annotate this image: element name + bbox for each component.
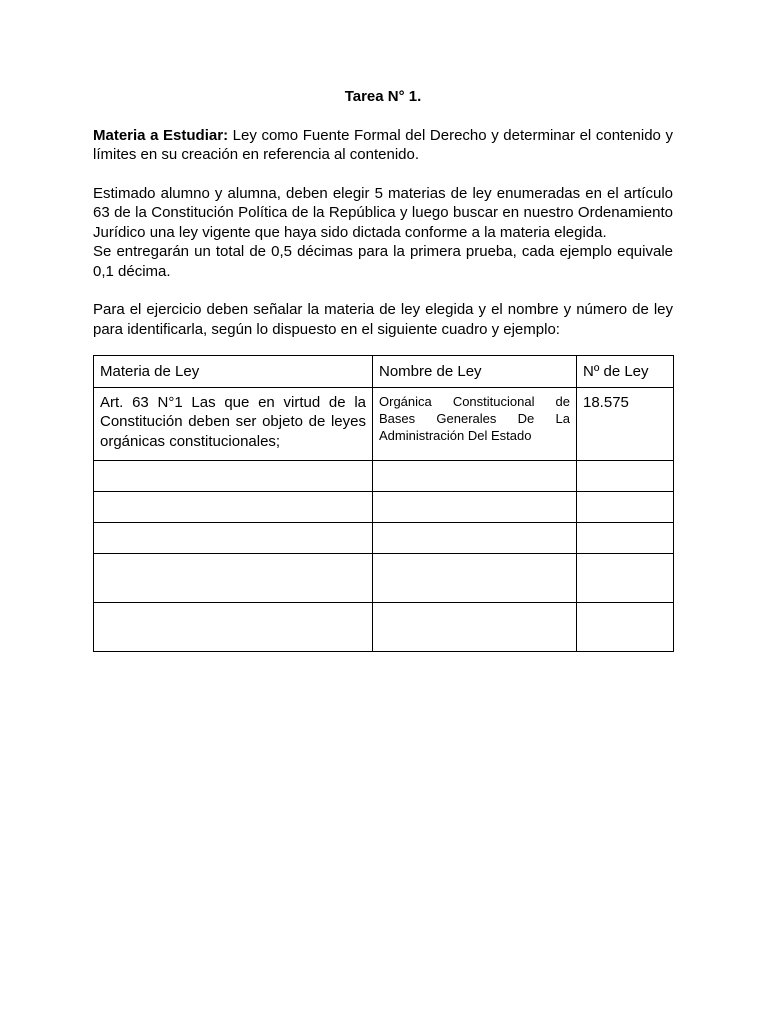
empty-cell-materia[interactable] <box>94 522 373 553</box>
empty-cell-numero[interactable] <box>577 491 674 522</box>
table-row <box>94 553 674 602</box>
instructions-paragraph-1: Estimado alumno y alumna, deben elegir 5 materias de ley enumeradas en el artículo 63 de la Constitución Política de la República y luego buscar en nuestro Ordenamiento Jurídico una ley vigente que haya sido dictada conforme a la materia elegida. <box>93 184 673 241</box>
materia-label: Materia a Estudiar: <box>93 126 229 144</box>
empty-cell-numero[interactable] <box>577 460 674 491</box>
empty-cell-numero[interactable] <box>577 553 674 602</box>
materias-table <box>93 355 674 652</box>
example-materia-cell: Art. 63 N°1 Las que en virtud de la Constitución deben ser objeto de leyes orgánicas constitucionales; <box>94 387 373 460</box>
empty-cell-numero[interactable] <box>577 602 674 651</box>
materia-paragraph <box>93 126 673 165</box>
table-row <box>94 522 674 553</box>
instructions-paragraph-3: Para el ejercicio deben señalar la materia de ley elegida y el nombre y número de ley para identificarla, según lo dispuesto en el siguiente cuadro y ejemplo: <box>93 301 673 338</box>
empty-cell-nombre[interactable] <box>373 553 577 602</box>
empty-cell-nombre[interactable] <box>373 491 577 522</box>
table-row <box>94 491 674 522</box>
header-materia: Materia de Ley <box>94 356 373 388</box>
example-numero-cell: 18.575 <box>577 387 674 460</box>
materia-text: Ley como Fuente Formal del Derecho y determinar el contenido y límites en su creación en referencia al contenido. <box>93 126 673 163</box>
empty-cell-numero[interactable] <box>577 522 674 553</box>
header-numero: Nº de Ley <box>577 356 674 388</box>
empty-cell-nombre[interactable] <box>373 460 577 491</box>
table-header-row <box>94 356 674 388</box>
header-nombre: Nombre de Ley <box>373 356 577 388</box>
empty-cell-nombre[interactable] <box>373 522 577 553</box>
table-row <box>94 460 674 491</box>
document-page <box>93 87 673 652</box>
example-nombre-cell: Orgánica Constitucional de Bases Generales De La Administración Del Estado <box>373 387 577 460</box>
empty-cell-materia[interactable] <box>94 491 373 522</box>
table-row <box>94 602 674 651</box>
empty-cell-materia[interactable] <box>94 553 373 602</box>
document-title: Tarea N° 1. <box>344 88 422 105</box>
empty-cell-materia[interactable] <box>94 460 373 491</box>
empty-cell-nombre[interactable] <box>373 602 577 651</box>
table-row-example <box>94 387 674 460</box>
instructions-paragraph-2: Se entregarán un total de 0,5 décimas para la primera prueba, cada ejemplo equivale 0,1 décima. <box>93 243 673 280</box>
empty-cell-materia[interactable] <box>94 602 373 651</box>
